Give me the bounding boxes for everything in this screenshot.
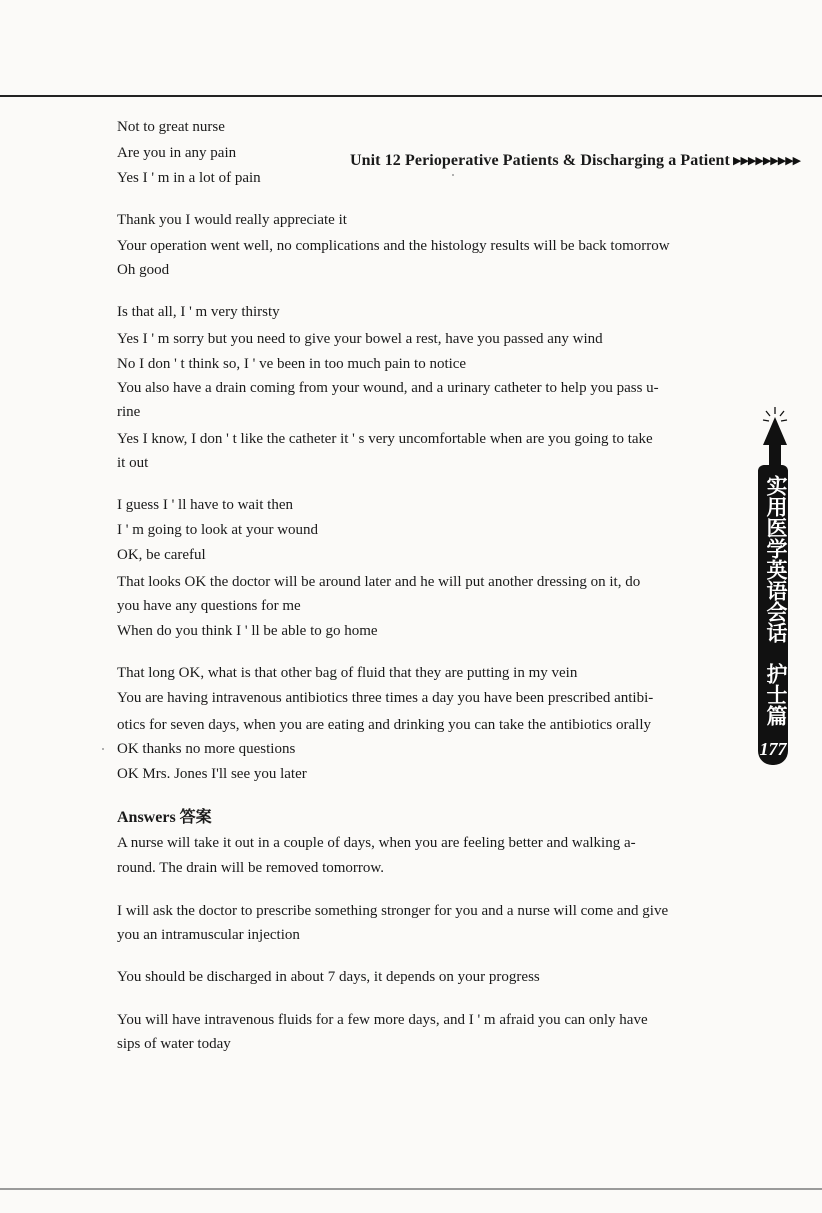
header-arrow-icons: ▶▶▶▶▶▶▶▶▶ bbox=[733, 155, 801, 167]
dialogue-line: I guess I ' ll have to wait then bbox=[117, 497, 293, 513]
dialogue-line: OK Mrs. Jones I'll see you later bbox=[117, 766, 307, 782]
answer-line: You should be discharged in about 7 days, it depends on your progress bbox=[117, 969, 540, 985]
answer-line: A nurse will take it out in a couple of days, when you are feeling better and walking a- bbox=[117, 835, 636, 851]
dialogue-line: No I don ' t think so, I ' ve been in too much pain to notice bbox=[117, 356, 467, 372]
dialogue-line: OK thanks no more questions bbox=[117, 741, 296, 757]
book-side-tab bbox=[752, 455, 792, 755]
dialogue-line: When do you think I ' ll be able to go home bbox=[117, 623, 378, 639]
running-header-title: Unit 12 Perioperative Patients & Discharging a Patient bbox=[349, 152, 730, 169]
dialogue-line: Is that all, I ' m very thirsty bbox=[117, 304, 280, 320]
dialogue-line: Yes I know, I don ' t like the catheter it ' s very uncomfortable when are you going to take bbox=[117, 431, 653, 447]
answer-line: You will have intravenous fluids for a few more days, and I ' m afraid you can only have bbox=[117, 1012, 648, 1028]
dialogue-line: I ' m going to look at your wound bbox=[117, 522, 319, 538]
dialogue-line: rine bbox=[117, 404, 141, 420]
dialogue-line: That long OK, what is that other bag of fluid that they are putting in my vein bbox=[117, 665, 578, 681]
answer-line: you an intramuscular injection bbox=[117, 927, 300, 943]
dialogue-line: Oh good bbox=[117, 262, 170, 278]
book-title-vertical: 实用医学英语会话 bbox=[764, 475, 788, 643]
dialogue-line: Thank you I would really appreciate it bbox=[117, 212, 347, 228]
scan-speck bbox=[452, 174, 454, 176]
header-divider bbox=[0, 95, 822, 97]
dialogue-line: Yes I ' m sorry but you need to give your bowel a rest, have you passed any wind bbox=[117, 331, 603, 347]
page-number: 177 bbox=[759, 739, 787, 759]
dialogue-line: you have any questions for me bbox=[117, 598, 301, 614]
answers-heading: Answers 答案 bbox=[117, 809, 212, 826]
answer-line: sips of water today bbox=[117, 1036, 231, 1052]
dialogue-line: Are you in any pain bbox=[117, 145, 237, 161]
answer-line: I will ask the doctor to prescribe something stronger for you and a nurse will come and give bbox=[117, 903, 669, 919]
dialogue-line: You are having intravenous antibiotics three times a day you have been prescribed antibi- bbox=[117, 690, 654, 706]
dialogue-line: You also have a drain coming from your wound, and a urinary catheter to help you pass u- bbox=[117, 380, 659, 396]
dialogue-line: Not to great nurse bbox=[117, 119, 225, 135]
dialogue-line: That looks OK the doctor will be around later and he will put another dressing on it, do bbox=[117, 574, 641, 590]
scan-speck bbox=[102, 748, 104, 750]
dialogue-line: Your operation went well, no complications and the histology results will be back tomorrow bbox=[117, 238, 670, 254]
book-volume-vertical: 护士篇 bbox=[764, 663, 788, 726]
dialogue-line: Yes I ' m in a lot of pain bbox=[117, 170, 261, 186]
dialogue-line: it out bbox=[117, 455, 149, 471]
dialogue-line: OK, be careful bbox=[117, 547, 206, 563]
answer-line: round. The drain will be removed tomorrow. bbox=[117, 860, 385, 876]
dialogue-line: otics for seven days, when you are eating and drinking you can take the antibiotics orally bbox=[117, 717, 652, 733]
footer-divider bbox=[0, 1188, 822, 1190]
